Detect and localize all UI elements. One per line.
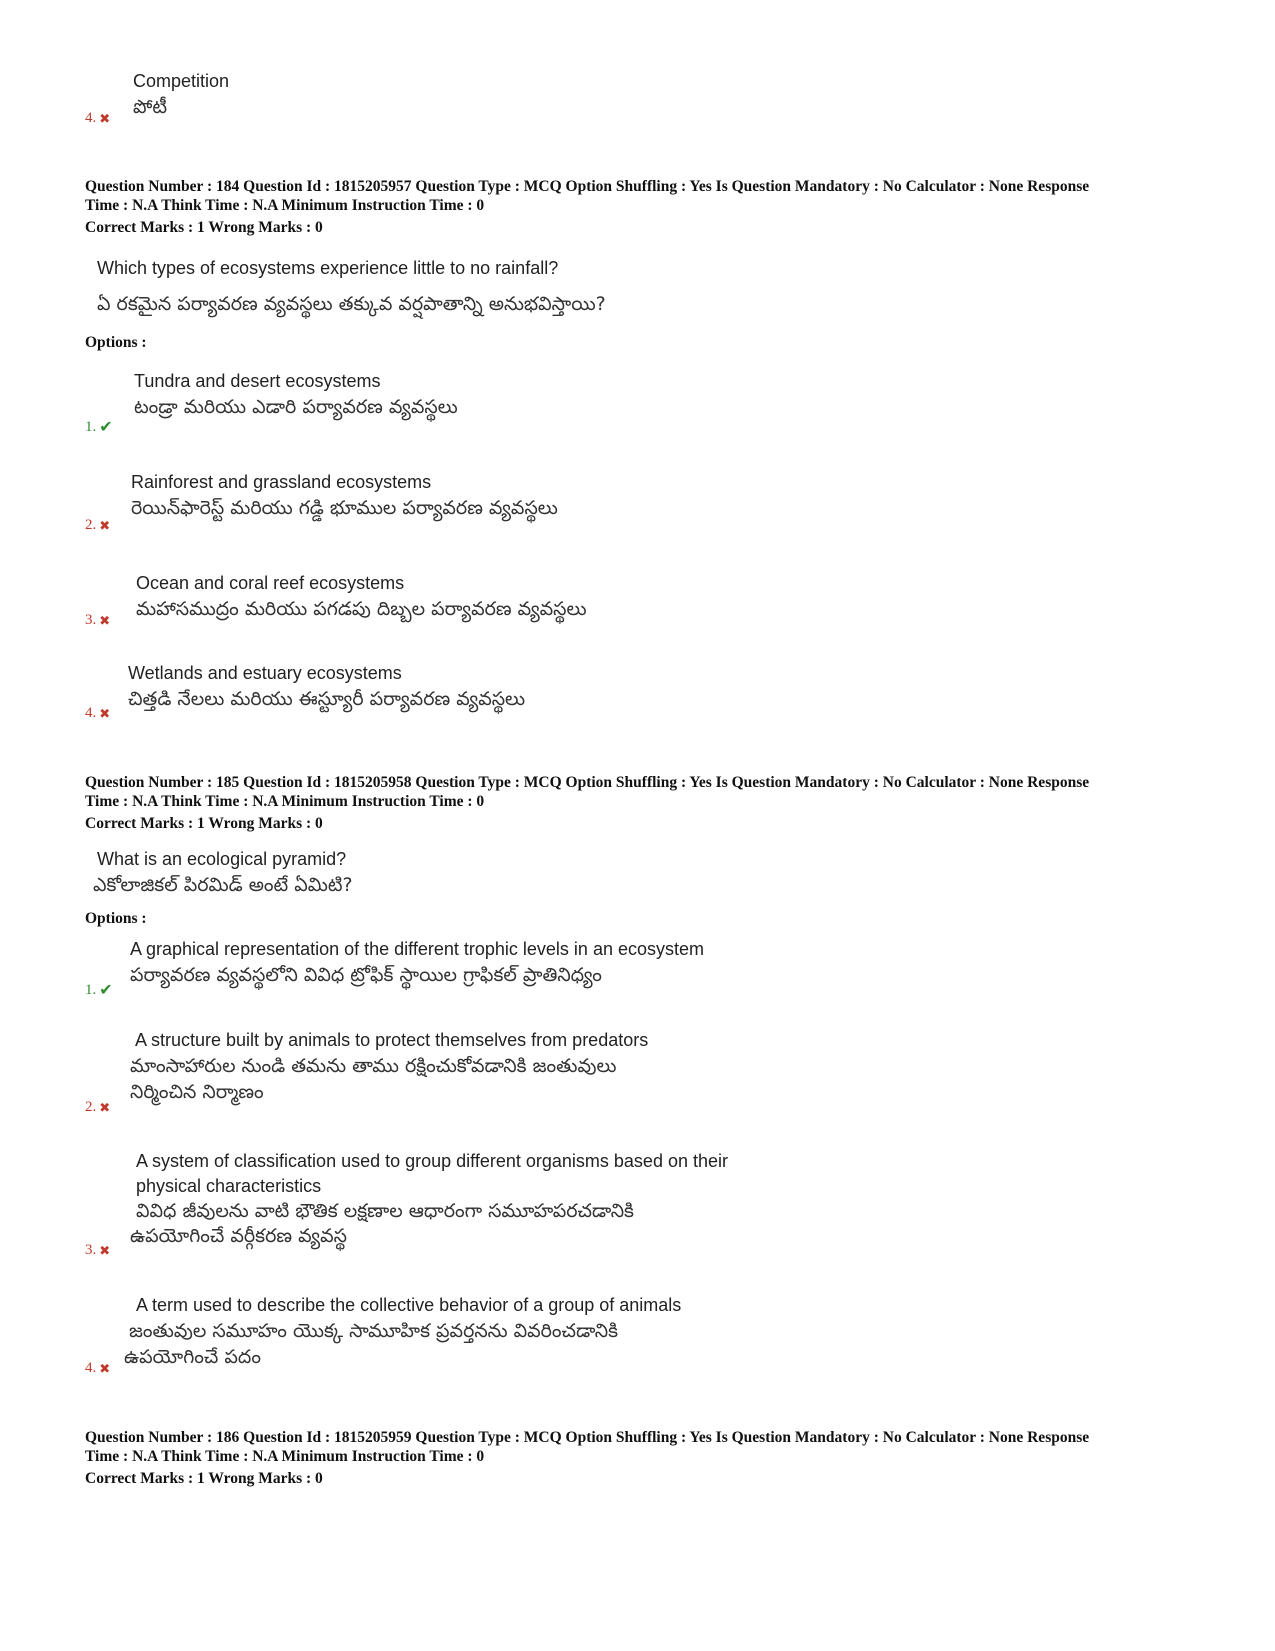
option-telugu: టండ్రా మరియు ఎడారి పర్యావరణ వ్యవస్థలు (134, 396, 458, 418)
option-number: 1. (85, 418, 97, 435)
option-marker (85, 417, 113, 437)
option-telugu: ఉపయోగించే పదం (124, 1346, 261, 1368)
option-text-block (136, 570, 587, 622)
option-marker (85, 1360, 110, 1377)
question-telugu: ఏ రకమైన పర్యావరణ వ్యవస్థలు తక్కువ వర్షపాతాన్ని అనుభవిస్తాయి? (97, 293, 606, 315)
option-telugu: పోటీ (133, 96, 168, 118)
option-english: Tundra and desert ecosystems (134, 371, 381, 391)
option-text-block (134, 368, 458, 420)
question-marks: Correct Marks : 1 Wrong Marks : 0 (85, 815, 323, 832)
option-english: Competition (133, 71, 230, 91)
question-meta-line1: Question Number : 185 Question Id : 1815205958 Question Type : MCQ Option Shuffling : Yes Is Question Mandatory : No Calculator : None Response (85, 774, 1090, 791)
option-marker (85, 980, 113, 1000)
option-english: A system of classification used to group different organisms based on their (136, 1151, 728, 1171)
option-english: Wetlands and estuary ecosystems (128, 663, 402, 683)
option-telugu: పర్యావరణ వ్యవస్థలోని వివిధ ట్రోఫిక్ స్థాయిల గ్రాఫికల్ ప్రాతినిధ్యం (130, 964, 602, 986)
option-marker (85, 705, 110, 722)
question-english: What is an ecological pyramid? (97, 849, 347, 869)
option-telugu: రెయిన్‌ఫారెస్ట్ మరియు గడ్డి భూముల పర్యావరణ వ్యవస్థలు (131, 497, 558, 519)
question-meta-line1: Question Number : 184 Question Id : 1815205957 Question Type : MCQ Option Shuffling : Yes Is Question Mandatory : No Calculator : None Response (85, 178, 1090, 195)
option-english: physical characteristics (136, 1176, 322, 1196)
option-number: 3. (85, 612, 97, 628)
option-telugu: మాంసాహారుల నుండి తమను తాము రక్షించుకోవడానికి జంతువులు (130, 1055, 617, 1077)
cross-icon: ✖ (99, 612, 111, 628)
option-telugu: మహాసముద్రం మరియు పగడపు దిబ్బల పర్యావరణ వ్యవస్థలు (136, 598, 587, 620)
check-icon: ✔ (99, 982, 113, 999)
option-english: A term used to describe the collective behavior of a group of animals (136, 1295, 682, 1315)
options-label: Options : (85, 910, 147, 927)
question-meta (85, 773, 1205, 833)
option-text-block (130, 1027, 649, 1105)
option-number: 4. (85, 705, 97, 721)
cross-icon: ✖ (99, 1099, 111, 1115)
option-telugu: వివిధ జీవులను వాటి భౌతిక లక్షణాల ఆధారంగా సమూహపరచడానికి (136, 1200, 634, 1222)
option-number: 2. (85, 1099, 97, 1115)
option-english: Rainforest and grassland ecosystems (131, 472, 432, 492)
option-telugu: చిత్తడి నేలలు మరియు ఈస్ట్యూరీ పర్యావరణ వ్యవస్థలు (128, 688, 526, 710)
option-marker (85, 1099, 110, 1116)
option-number: 1. (85, 981, 97, 998)
options-label: Options : (85, 334, 147, 351)
question-text-block (97, 250, 606, 322)
option-marker (85, 1242, 110, 1259)
option-marker (85, 110, 110, 127)
option-number: 2. (85, 517, 97, 533)
option-text-block (133, 68, 229, 120)
option-english: Ocean and coral reef ecosystems (136, 573, 405, 593)
option-english: A structure built by animals to protect themselves from predators (135, 1030, 649, 1050)
option-marker (85, 612, 110, 629)
question-meta (85, 177, 1205, 237)
option-number: 3. (85, 1242, 97, 1258)
option-text-block (128, 660, 525, 712)
question-meta-line1: Question Number : 186 Question Id : 1815205959 Question Type : MCQ Option Shuffling : Yes Is Question Mandatory : No Calculator : None Response (85, 1429, 1090, 1446)
question-telugu: ఎకోలాజికల్ పిరమిడ్ అంటే ఏమిటి? (93, 874, 353, 896)
option-text-block (130, 1149, 728, 1249)
cross-icon: ✖ (99, 705, 111, 721)
question-meta-line2: Time : N.A Think Time : N.A Minimum Instruction Time : 0 (85, 793, 485, 810)
question-meta (85, 1428, 1205, 1488)
option-telugu: జంతువుల సమూహం యొక్క సామూహిక ప్రవర్తనను వివరించడానికి (129, 1320, 619, 1342)
question-meta-line2: Time : N.A Think Time : N.A Minimum Instruction Time : 0 (85, 197, 485, 214)
option-number: 4. (85, 110, 97, 126)
cross-icon: ✖ (99, 517, 111, 533)
check-icon: ✔ (99, 419, 113, 436)
option-marker (85, 517, 110, 534)
question-text-block (93, 846, 353, 898)
option-text-block (130, 936, 704, 988)
question-marks: Correct Marks : 1 Wrong Marks : 0 (85, 1470, 323, 1487)
cross-icon: ✖ (99, 110, 111, 126)
option-telugu: ఉపయోగించే వర్గీకరణ వ్యవస్థ (130, 1225, 347, 1247)
question-meta-line2: Time : N.A Think Time : N.A Minimum Instruction Time : 0 (85, 1448, 485, 1465)
cross-icon: ✖ (99, 1242, 111, 1258)
option-number: 4. (85, 1360, 97, 1376)
question-marks: Correct Marks : 1 Wrong Marks : 0 (85, 219, 323, 236)
option-text-block (131, 469, 558, 521)
cross-icon: ✖ (99, 1360, 111, 1376)
option-telugu: నిర్మించిన నిర్మాణం (130, 1081, 264, 1103)
option-text-block (124, 1292, 682, 1370)
question-english: Which types of ecosystems experience little to no rainfall? (97, 258, 559, 278)
option-english: A graphical representation of the different trophic levels in an ecosystem (130, 939, 704, 959)
